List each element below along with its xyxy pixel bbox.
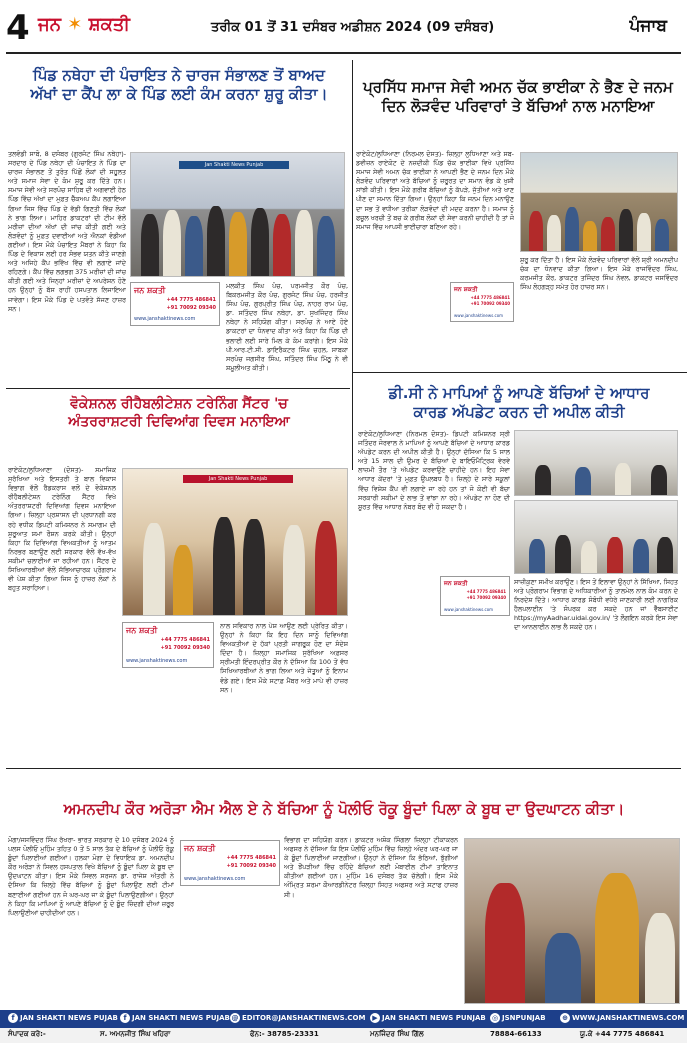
article4-headline-line1: ਡੀ.ਸੀ ਨੇ ਮਾਪਿਆਂ ਨੂੰ ਆਪਣੇ ਬੱਚਿਆਂ ਦੇ ਆਧਾਰ: [388, 384, 650, 402]
footer-phone-2: 78884-66133: [490, 1030, 542, 1038]
person-figure: [243, 519, 265, 615]
article3-body-left: ਰਾਏਕੋਟ/ਲੁਧਿਆਣਾ (ਦੋਸਤ)- ਸਮਾਜਿਕ ਸੁਰੱਖਿਆ ਅਤੇ ਇਸਤਰੀ ਤੇ ਬਾਲ ਵਿਕਾਸ ਵਿਭਾਗ ਵੱਲੋਂ ਰੈਡਕਰਾਸ ਵਲੋਂ ਦੇ ਵੋਕੇਸ਼ਨਲ ਰੀਹੈਬਲੀਟੇਸ਼ਨ ਟਰੇਨਿੰਗ ਸੈਂਟਰ ਵਿਖੇ ਅੰਤਰਰਾਸ਼ਟਰੀ ਦਿਵਿਆਂਗ ਦਿਵਸ ਮਨਾਇਆ ਗਿਆ। ਜ਼ਿਲ੍ਹਾ ਪ੍ਰਸ਼ਾਸਨ ਦੀ ਪ੍ਰਧਾਨਗੀ ਕਰ ਰਹੇ ਵਧੀਕ ਡਿਪਟੀ ਕਮਿਸ਼ਨਰ ਨੇ ਸਮਾਗਮ ਦੀ ਸ਼ੁਰੂਆਤ ਸ਼ਮਾਂ ਰੌਸ਼ਨ ਕਰਕੇ ਕੀਤੀ। ਉਨ੍ਹਾਂ ਕਿਹਾ ਕਿ ਦਿਵਿਆਂਗ ਵਿਅਕਤੀਆਂ ਨੂੰ ਆਤਮ ਨਿਰਭਰ ਬਣਾਉਣ ਲਈ ਸਰਕਾਰ ਵੱਲੋਂ ਵੱਖ-ਵੱਖ ਸਕੀਮਾਂ ਚਲਾਈਆਂ ਜਾ ਰਹੀਆਂ ਹਨ। ਸੈਂਟਰ ਦੇ ਸਿਖਿਆਰਥੀਆਂ ਵੱਲੋਂ ਸੱਭਿਆਚਾਰਕ ਪ੍ਰੋਗਰਾਮ ਵੀ ਪੇਸ਼ ਕੀਤਾ ਗਿਆ ਜਿਸ ਨੂੰ ਹਾਜ਼ਰ ਲੋਕਾਂ ਨੇ ਬਹੁਤ ਸਰਾਹਿਆ।: [8, 466, 116, 593]
person-figure: [317, 216, 335, 276]
facebook-icon: f: [120, 1013, 130, 1023]
article3-photo: [122, 468, 348, 616]
person-figure: [315, 521, 337, 615]
ad-website: www.janshaktinews.com: [134, 316, 196, 322]
person-figure: [581, 541, 597, 573]
article3-headline: [8, 396, 350, 431]
mail-icon: @: [231, 1014, 239, 1022]
logo-suffix: ਸ਼ਕਤੀ: [88, 14, 130, 35]
article2-ad: [450, 282, 514, 322]
footer-social-bar: [0, 1010, 687, 1028]
ad-logo: ਜਨ ਸ਼ਕਤੀ: [126, 626, 158, 635]
ad-phone-1: +44 7775 486841: [166, 297, 216, 303]
ad-logo: ਜਨ ਸ਼ਕਤੀ: [454, 286, 478, 293]
person-figure: [575, 467, 591, 495]
ad-website: www.janshaktinews.com: [454, 313, 504, 318]
newspaper-logo: [38, 14, 130, 35]
article4-headline-line2: ਕਾਰਡ ਅੱਪਡੇਟ ਕਰਨ ਦੀ ਅਪੀਲ ਕੀਤੀ: [413, 402, 625, 421]
article2-photo: [520, 152, 678, 252]
person-figure: [535, 465, 551, 495]
person-figure: [645, 913, 675, 1003]
footer-editor-label: ਸੰਪਾਦਕ ਕਰੇ:-: [8, 1030, 46, 1038]
ad-phone-1: +44 7775 486841: [466, 589, 506, 594]
person-figure: [601, 217, 615, 251]
person-figure: [607, 537, 623, 573]
footer-phone: ਫੋਨ:- 38785-23331: [250, 1030, 319, 1038]
masthead: [6, 6, 681, 54]
person-figure: [637, 213, 651, 251]
person-figure: [251, 208, 269, 276]
youtube-icon: ▶: [370, 1013, 380, 1023]
article4-body-left: ਰਾਏਕੋਟ/ਲੁਧਿਆਣਾ (ਨਿਰਮਲ ਦੋਸਤ)- ਡਿਪਟੀ ਕਮਿਸ਼ਨਰ ਸ੍ਰੀ ਜਤਿੰਦਰ ਜੋਰਵਾਲ ਨੇ ਮਾਪਿਆਂ ਨੂੰ ਆਪਣੇ ਬੱਚਿਆਂ ਦੇ ਆਧਾਰ ਕਾਰਡ ਅੱਪਡੇਟ ਕਰਨ ਦੀ ਅਪੀਲ ਕੀਤੀ ਹੈ। ਉਨ੍ਹਾਂ ਦੱਸਿਆ ਕਿ 5 ਸਾਲ ਅਤੇ 15 ਸਾਲ ਦੀ ਉਮਰ ਦੇ ਬੱਚਿਆਂ ਦੇ ਬਾਇਓਮੈਟ੍ਰਿਕ ਵੇਰਵੇ ਲਾਜ਼ਮੀ ਤੌਰ 'ਤੇ ਅੱਪਡੇਟ ਕਰਵਾਉਣੇ ਚਾਹੀਦੇ ਹਨ। ਇਹ ਸੇਵਾ ਆਧਾਰ ਕੇਂਦਰਾਂ 'ਤੇ ਮੁਫ਼ਤ ਉਪਲਬਧ ਹੈ। ਜ਼ਿਲ੍ਹੇ ਦੇ ਸਾਰੇ ਸਕੂਲਾਂ ਵਿੱਚ ਵਿਸ਼ੇਸ਼ ਕੈਂਪ ਵੀ ਲਗਾਏ ਜਾ ਰਹੇ ਹਨ ਤਾਂ ਜੋ ਕੋਈ ਵੀ ਬੱਚਾ ਸਰਕਾਰੀ ਸਕੀਮਾਂ ਦੇ ਲਾਭ ਤੋਂ ਵਾਂਝਾ ਨਾ ਰਹੇ। ਅੱਪਡੇਟ ਨਾ ਹੋਣ ਦੀ ਸੂਰਤ ਵਿੱਚ ਆਧਾਰ ਨੰਬਰ ਬੰਦ ਵੀ ਹੋ ਸਕਦਾ ਹੈ।: [358, 430, 510, 511]
person-figure: [143, 523, 165, 615]
ad-logo: ਜਨ ਸ਼ਕਤੀ: [184, 844, 216, 853]
article1-body-left: ਤਲਵੰਡੀ ਸਾਬੋ, 8 ਦਸੰਬਰ (ਗੁਰਜੰਟ ਸਿੰਘ ਨਥੇਹਾ)- ਸਰਦਾਰ ਦੇ ਪਿੰਡ ਨਥੇਹਾ ਦੀ ਪੰਚਾਇਤ ਨੇ ਪਿੰਡ ਦਾ ਚਾਰਜ ਸੰਭਾਲਣ ਤੋਂ ਤੁਰੰਤ ਪਿੱਛੋਂ ਲੋਕਾਂ ਦੀ ਸਹੂਲਤ ਅਤੇ ਸਮਾਜ ਸੇਵਾ ਦੇ ਕੰਮ ਸ਼ੁਰੂ ਕਰ ਦਿੱਤੇ ਹਨ। ਸਮਾਜ ਸੇਵੀ ਅਤੇ ਸਰਪੰਚ ਸਾਹਿਬ ਦੀ ਅਗਵਾਈ ਹੇਠ ਪਿੰਡ ਵਿੱਚ ਅੱਖਾਂ ਦਾ ਮੁਫ਼ਤ ਚੈੱਕਅਪ ਕੈਂਪ ਲਗਾਇਆ ਗਿਆ ਜਿਸ ਵਿੱਚ ਪਿੰਡ ਦੇ ਵੱਡੀ ਗਿਣਤੀ ਵਿੱਚ ਲੋਕਾਂ ਨੇ ਭਾਗ ਲਿਆ। ਮਾਹਿਰ ਡਾਕਟਰਾਂ ਦੀ ਟੀਮ ਵੱਲੋਂ ਮਰੀਜ਼ਾਂ ਦੀਆਂ ਅੱਖਾਂ ਦੀ ਜਾਂਚ ਕੀਤੀ ਗਈ ਅਤੇ ਲੋੜਵੰਦਾਂ ਨੂੰ ਮੁਫ਼ਤ ਦਵਾਈਆਂ ਅਤੇ ਐਨਕਾਂ ਵੰਡੀਆਂ ਗਈਆਂ। ਇਸ ਮੌਕੇ ਪੰਚਾਇਤ ਮੈਂਬਰਾਂ ਨੇ ਕਿਹਾ ਕਿ ਪਿੰਡ ਦੇ ਵਿਕਾਸ ਲਈ ਹਰ ਸੰਭਵ ਯਤਨ ਕੀਤੇ ਜਾਣਗੇ ਅਤੇ ਅਜਿਹੇ ਕੈਂਪ ਭਵਿੱਖ ਵਿੱਚ ਵੀ ਲਗਾਏ ਜਾਂਦੇ ਰਹਿਣਗੇ। ਕੈਂਪ ਵਿੱਚ ਲਗਭਗ 375 ਮਰੀਜ਼ਾਂ ਦੀ ਜਾਂਚ ਕੀਤੀ ਗਈ ਅਤੇ ਜਿਨ੍ਹਾਂ ਮਰੀਜ਼ਾਂ ਦੇ ਅਪਰੇਸ਼ਨ ਹੋਣੇ ਹਨ ਉਨ੍ਹਾਂ ਨੂੰ ਬੱਸ ਰਾਹੀਂ ਹਸਪਤਾਲ ਲਿਜਾਇਆ ਜਾਵੇਗਾ। ਇਸ ਮੌਕੇ ਪਿੰਡ ਦੇ ਪਤਵੰਤੇ ਸੱਜਣ ਹਾਜ਼ਰ ਸਨ।: [8, 150, 126, 313]
person-figure: [485, 883, 525, 1003]
article2-body-left: ਰਾਏਕੋਟ/ਲੁਧਿਆਣਾ (ਨਿਰਮਲ ਦੋਸਤ)- ਜ਼ਿਲ੍ਹਾ ਲੁਧਿਆਣਾ ਅਤੇ ਸਬ-ਡਵੀਜ਼ਨ ਰਾਏਕੋਟ ਦੇ ਨਜ਼ਦੀਕੀ ਪਿੰਡ ਚੱਕ ਭਾਈਕਾ ਵਿਖੇ ਪ੍ਰਸਿੱਧ ਸਮਾਜ ਸੇਵੀ ਅਮਨ ਚੱਕ ਭਾਈਕਾ ਨੇ ਆਪਣੀ ਭੈਣ ਦੇ ਜਨਮ ਦਿਨ ਮੌਕੇ ਲੋੜਵੰਦ ਪਰਿਵਾਰਾਂ ਅਤੇ ਬੱਚਿਆਂ ਨੂੰ ਜ਼ਰੂਰਤ ਦਾ ਸਮਾਨ ਵੰਡ ਕੇ ਖੁਸ਼ੀ ਸਾਂਝੀ ਕੀਤੀ। ਇਸ ਮੌਕੇ ਗਰੀਬ ਬੱਚਿਆਂ ਨੂੰ ਕੱਪੜੇ, ਜੁੱਤੀਆਂ ਅਤੇ ਖਾਣ ਪੀਣ ਦਾ ਸਮਾਨ ਦਿੱਤਾ ਗਿਆ। ਉਨ੍ਹਾਂ ਕਿਹਾ ਕਿ ਜਨਮ ਦਿਨ ਮਨਾਉਣ ਦਾ ਸਭ ਤੋਂ ਵਧੀਆ ਤਰੀਕਾ ਲੋੜਵੰਦਾਂ ਦੀ ਮਦਦ ਕਰਨਾ ਹੈ। ਸਮਾਜ ਨੂੰ ਫਜ਼ੂਲ ਖਰਚੀ ਤੋਂ ਬਚ ਕੇ ਗਰੀਬ ਲੋਕਾਂ ਦੀ ਸੇਵਾ ਕਰਨੀ ਚਾਹੀਦੀ ਹੈ ਤਾਂ ਜੋ ਸਮਾਜ ਵਿੱਚ ਆਪਸੀ ਭਾਈਚਾਰਾ ਬਣਿਆ ਰਹੇ।: [356, 150, 514, 231]
article5-body-mid: ਵਿਭਾਗ ਦਾ ਸਹਿਯੋਗ ਕਰਨ। ਡਾਕਟਰ ਅਸ਼ੋਕ ਸਿੰਗਲਾ ਜ਼ਿਲ੍ਹਾ ਟੀਕਾਕਰਨ ਅਫਸਰ ਨੇ ਦੱਸਿਆ ਕਿ ਇਸ ਪੋਲੀਓ ਮੁਹਿੰਮ ਵਿੱਚ ਜ਼ਿਲ੍ਹੇ ਅੰਦਰ ਘਰ-ਘਰ ਜਾ ਕੇ ਬੂੰਦਾਂ ਪਿਲਾਈਆਂ ਜਾਣਗੀਆਂ। ਉਨ੍ਹਾਂ ਨੇ ਦੱਸਿਆ ਕਿ ਭੱਠਿਆਂ, ਝੁੱਗੀਆਂ ਅਤੇ ਝੌਂਪੜੀਆਂ ਵਿੱਚ ਰਹਿੰਦੇ ਬੱਚਿਆਂ ਲਈ ਮੋਬਾਈਲ ਟੀਮਾਂ ਤਾਇਨਾਤ ਕੀਤੀਆਂ ਗਈਆਂ ਹਨ। ਮੁਹਿੰਮ 16 ਦਸੰਬਰ ਤੱਕ ਚੱਲੇਗੀ। ਇਸ ਮੌਕੇ ਅੰਮ੍ਰਿਤ ਸ਼ਰਮਾ ਕੌਆਰਡੀਨੇਟਰ ਜ਼ਿਲ੍ਹਾ ਸਿਹਤ ਅਫਸਰ ਅਤੇ ਸਟਾਫ ਹਾਜ਼ਰ ਸੀ।: [284, 836, 458, 899]
ad-phone-2: +91 70092 09340: [166, 305, 216, 311]
article3-headline-line2: ਅੰਤਰਰਾਸ਼ਟਰੀ ਦਿਵਿਆਂਗ ਦਿਵਸ ਮਨਾਇਆ: [68, 413, 290, 430]
dateline: ਤਰੀਕ 01 ਤੋਂ 31 ਦਸੰਬਰ ਅਡੀਸ਼ਨ 2024 (09 ਦਸੰਬਰ): [211, 20, 495, 35]
article2-headline-line2: ਦਿਨ ਲੋੜਵੰਦ ਪਰਿਵਾਰਾਂ ਤੇ ਬੱਚਿਆਂ ਨਾਲ ਮਨਾਇਆ: [381, 96, 655, 115]
person-figure: [583, 221, 597, 251]
person-figure: [295, 210, 313, 276]
article4-photo-top: [514, 430, 678, 496]
article4-headline: [358, 384, 680, 422]
article1-body-right: ਮਲਕੀਤ ਸਿੰਘ ਪੰਚ, ਪਰਮਜੀਤ ਕੌਰ ਪੰਚ, ਬਿਕਰਮਜੀਤ ਕੌਰ ਪੰਚ, ਗੁਰਜੰਟ ਸਿੰਘ ਪੰਚ, ਹਰਜੀਤ ਸਿੰਘ ਪੰਚ, ਗੁਰਪ੍ਰੀਤ ਸਿੰਘ ਪੰਚ, ਨਾਹਰ ਰਾਮ ਪੰਚ, ਡਾ. ਸਤਿੰਦਰ ਸਿੰਘ ਨਥੇਹਾ, ਡਾ. ਸੁਖਜਿੰਦਰ ਸਿੰਘ ਨਥੇਹਾ ਨੇ ਸਹਿਯੋਗ ਕੀਤਾ। ਸਰਪੰਚ ਨੇ ਆਏ ਹੋਏ ਡਾਕਟਰਾਂ ਦਾ ਧੰਨਵਾਦ ਕੀਤਾ ਅਤੇ ਕਿਹਾ ਕਿ ਪਿੰਡ ਦੀ ਭਲਾਈ ਲਈ ਸਾਰੇ ਮਿਲ ਕੇ ਕੰਮ ਕਰਾਂਗੇ। ਇਸ ਮੌਕੇ ਪੀ.ਆਰ.ਟੀ.ਸੀ. ਡਾਇਰੈਕਟਰ ਸਿੰਘ ਚਹਲ, ਸਾਬਕਾ ਸਰਪੰਚ ਜਗਸੀਰ ਸਿੰਘ, ਸਤਿੰਦਰ ਸਿੰਘ ਮਿੱਠੂ ਨੇ ਵੀ ਸ਼ਮੂਲੀਅਤ ਕੀਤੀ।: [226, 282, 348, 372]
footer-info: [0, 1028, 687, 1043]
person-figure: [273, 214, 291, 276]
ad-website: www.janshaktinews.com: [444, 607, 494, 612]
ad-phone-1: +44 7775 486841: [226, 855, 276, 861]
person-figure: [529, 539, 545, 573]
photo-banner: Jan Shakti News Punjab: [183, 475, 293, 483]
person-figure: [615, 463, 631, 495]
facebook-icon: f: [8, 1013, 18, 1023]
person-figure: [651, 465, 667, 495]
person-figure: [655, 219, 669, 251]
article4-ad: [440, 576, 510, 616]
article5-body-left: ਮੋਗਾ/ਜਸਵਿੰਦਰ ਸਿੰਘ ਰੱਖਰਾ- ਭਾਰਤ ਸਰਕਾਰ ਦੇ 10 ਦਸੰਬਰ 2024 ਨੂੰ ਪਲਸ ਪੋਲੀਓ ਮੁਹਿੰਮ ਤਹਿਤ 0 ਤੋਂ 5 ਸਾਲ ਤੱਕ ਦੇ ਬੱਚਿਆਂ ਨੂੰ ਪੋਲੀਓ ਰੋਕੂ ਬੂੰਦਾਂ ਪਿਲਾਈਆਂ ਗਈਆਂ। ਹਲਕਾ ਮੋਗਾ ਦੇ ਵਿਧਾਇਕ ਡਾ. ਅਮਨਦੀਪ ਕੌਰ ਅਰੋੜਾ ਨੇ ਸਿਵਲ ਹਸਪਤਾਲ ਵਿਖੇ ਬੱਚਿਆਂ ਨੂੰ ਬੂੰਦਾਂ ਪਿਲਾ ਕੇ ਬੂਥ ਦਾ ਉਦਘਾਟਨ ਕੀਤਾ। ਇਸ ਮੌਕੇ ਸਿਵਲ ਸਰਜਨ ਡਾ. ਰਾਜੇਸ਼ ਅੱਤਰੀ ਨੇ ਦੱਸਿਆ ਕਿ ਜ਼ਿਲ੍ਹੇ ਵਿੱਚ ਬੱਚਿਆਂ ਨੂੰ ਬੂੰਦਾਂ ਪਿਲਾਉਣ ਲਈ ਟੀਮਾਂ ਬਣਾਈਆਂ ਗਈਆਂ ਹਨ ਜੋ ਘਰ-ਘਰ ਜਾ ਕੇ ਬੂੰਦਾਂ ਪਿਲਾਉਣਗੀਆਂ। ਉਨ੍ਹਾਂ ਨੇ ਕਿਹਾ ਕਿ ਮਾਪਿਆਂ ਨੂੰ ਆਪਣੇ ਬੱਚਿਆਂ ਨੂੰ ਦੋ ਬੂੰਦ ਜ਼ਿੰਦਗੀ ਦੀਆਂ ਜ਼ਰੂਰ ਪਿਲਾਉਣੀਆਂ ਚਾਹੀਦੀਆਂ ਹਨ।: [8, 836, 174, 917]
footer-uk-phone: ਯੂ.ਕੇ +44 7775 486841: [580, 1030, 665, 1038]
ad-phone-2: +91 70092 09340: [226, 863, 276, 869]
footer-facebook-2[interactable]: f JAN SHAKTI NEWS PUJAB: [120, 1013, 230, 1023]
article2-body-right: ਸ਼ੁਰੂ ਕਰ ਦਿੱਤਾ ਹੈ। ਇਸ ਮੌਕੇ ਲੋੜਵੰਦ ਪਰਿਵਾਰਾਂ ਵੱਲੋਂ ਸ਼੍ਰੀ ਅਮਨਦੀਪ ਚੱਕ ਦਾ ਧੰਨਵਾਦ ਕੀਤਾ ਗਿਆ। ਇਸ ਮੌਕੇ ਰਾਜਵਿੰਦਰ ਸਿੰਘ, ਕਰਮਜੀਤ ਕੌਰ, ਡਾਕਟਰ ਤਜਿੰਦਰ ਸਿੰਘ ਨੇਵਲ, ਡਾਕਟਰ ਜਸਵਿੰਦਰ ਸਿੰਘ ਲੋਹਗੜ੍ਹ ਸਮੇਤ ਹੋਰ ਹਾਜ਼ਰ ਸਨ।: [520, 256, 678, 292]
person-figure: [565, 207, 579, 251]
ad-phone-1: +44 7775 486841: [470, 295, 510, 300]
article1-photo: [130, 152, 345, 277]
footer-youtube[interactable]: ▶ JAN SHAKTI NEWS PUNJAB: [370, 1013, 486, 1023]
page-number: 4: [6, 8, 30, 48]
person-figure: [619, 209, 633, 251]
footer-manager: ਮਨਜਿੰਦਰ ਸਿੰਘ ਗਿੱਲ: [370, 1030, 424, 1038]
article3-ad: [122, 622, 214, 668]
article4-photo-bottom: [514, 500, 678, 574]
person-figure: [657, 537, 673, 573]
footer-instagram[interactable]: ◎ JSNPUNJAB: [491, 1014, 546, 1022]
article4-body-right: ਸਾਜ਼ੀਕੁਣਾ ਸਮੀਖ ਕਰਾਉਣ। ਇਸ ਤੋਂ ਇਲਾਵਾ ਉਨ੍ਹਾਂ ਨੇ ਸਿੱਖਿਆ, ਸਿਹਤ ਅਤੇ ਪ੍ਰੋਗਰਾਮ ਵਿਭਾਗ ਦੇ ਅਧਿਕਾਰੀਆਂ ਨੂੰ ਤਾਲਮੇਲ ਨਾਲ ਕੰਮ ਕਰਨ ਦੇ ਨਿਰਦੇਸ਼ ਦਿੱਤੇ। ਆਧਾਰ ਕਾਰਡ ਸੰਬੰਧੀ ਵਧੇਰੇ ਜਾਣਕਾਰੀ ਲਈ ਨਾਗਰਿਕ ਹੈਲਪਲਾਈਨ 'ਤੇ ਸੰਪਰਕ ਕਰ ਸਕਦੇ ਹਨ ਜਾਂ ਵੈੱਬਸਾਈਟ https://myAadhar.uidai.gov.in/ 'ਤੇ ਲੌਗਇਨ ਕਰਕੇ ਇਸ ਸੇਵਾ ਦਾ ਆਨਲਾਈਨ ਲਾਭ ਲੈ ਸਕਦੇ ਹਨ।: [514, 578, 678, 632]
footer-facebook[interactable]: f JAN SHAKTI NEWS PUJAB: [8, 1013, 118, 1023]
article3-body-right: ਨਾਲ ਸਵਿਕਾਰ ਨਾਲ ਪੇਸ਼ ਆਉਣ ਲਈ ਪ੍ਰੇਰਿਤ ਕੀਤਾ। ਉਨ੍ਹਾਂ ਨੇ ਕਿਹਾ ਕਿ ਇਹ ਦਿਨ ਸਾਨੂੰ ਦਿਵਿਆਂਗ ਵਿਅਕਤੀਆਂ ਦੇ ਹੱਕਾਂ ਪ੍ਰਤੀ ਜਾਗਰੂਕ ਹੋਣ ਦਾ ਸੰਦੇਸ਼ ਦਿੰਦਾ ਹੈ। ਜ਼ਿਲ੍ਹਾ ਸਮਾਜਿਕ ਸੁਰੱਖਿਆ ਅਫ਼ਸਰ ਸ੍ਰੀਮਤੀ ਇੰਦਰਪ੍ਰੀਤ ਕੌਰ ਨੇ ਦੱਸਿਆ ਕਿ 100 ਤੋਂ ਵੱਧ ਸਿਖਿਆਰਥੀਆਂ ਨੇ ਭਾਗ ਲਿਆ ਅਤੇ ਜੇਤੂਆਂ ਨੂੰ ਇਨਾਮ ਵੰਡੇ ਗਏ। ਇਸ ਮੌਕੇ ਸਟਾਫ਼ ਮੈਂਬਰ ਅਤੇ ਮਾਪੇ ਵੀ ਹਾਜ਼ਰ ਸਨ।: [220, 622, 348, 694]
article1-headline-line1: ਪਿੰਡ ਨਥੇਹਾ ਦੀ ਪੰਚਾਇਤ ਨੇ ਚਾਰਜ ਸੰਭਾਲਣ ਤੋਂ ਬਾਅਦ: [33, 66, 325, 84]
section-divider: [6, 768, 681, 769]
person-figure: [173, 545, 193, 615]
article1-ad: [130, 282, 220, 326]
article5-headline: ਅਮਨਦੀਪ ਕੌਰ ਅਰੋੜਾ ਐਮ ਐਲ ਏ ਨੇ ਬੱਚਿਆ ਨੂੰ ਪੋਲੀਓ ਰੋਕੂ ਬੂੰਦਾਂ ਪਿਲਾ ਕੇ ਬੂਥ ਦਾ ਉਦਘਾਟਨ ਕੀਤਾ।: [63, 800, 625, 818]
logo-star-icon: ✶: [67, 14, 83, 35]
person-figure: [529, 211, 543, 251]
person-figure: [633, 539, 649, 573]
photo-banner: Jan Shakti News Punjab: [179, 161, 289, 169]
logo-prefix: ਜਨ: [38, 14, 62, 35]
article2-headline: [355, 78, 681, 116]
ad-website: www.janshaktinews.com: [184, 876, 246, 882]
person-figure: [207, 206, 225, 276]
person-figure: [141, 214, 159, 276]
ad-phone-2: +91 70092 09340: [160, 645, 210, 651]
ad-phone-2: +91 70092 09340: [466, 595, 506, 600]
section-divider: [353, 372, 687, 373]
article5-ad: [180, 840, 280, 886]
section-name: ਪੰਜਾਬ: [629, 16, 667, 36]
footer-website[interactable]: ⊕ WWW.JANSHAKTINEWS.COM: [560, 1013, 684, 1023]
ad-phone-1: +44 7775 486841: [160, 637, 210, 643]
person-figure: [213, 517, 235, 615]
person-figure: [229, 212, 247, 276]
ad-logo: ਜਨ ਸ਼ਕਤੀ: [134, 286, 166, 295]
globe-icon: ⊕: [560, 1013, 570, 1023]
article2-headline-line1: ਪ੍ਰਸਿੱਧ ਸਮਾਜ ਸੇਵੀ ਅਮਨ ਚੱਕ ਭਾਈਕਾ ਨੇ ਭੈਣ ਦੇ ਜਨਮ: [363, 78, 673, 96]
person-figure: [283, 525, 305, 615]
person-figure: [555, 535, 571, 573]
person-figure: [545, 933, 581, 1003]
article1-headline-line2: ਅੱਖਾਂ ਦਾ ਕੈਂਪ ਲਾ ਕੇ ਪਿੰਡ ਲਈ ਕੰਮ ਕਰਨਾ ਸ਼ੁਰੂ ਕੀਤਾ।: [30, 84, 328, 103]
person-figure: [185, 216, 203, 276]
ad-website: www.janshaktinews.com: [126, 658, 188, 664]
article3-headline-line1: ਵੋਕੇਸ਼ਨਲ ਰੀਹੈਬਲੀਟੇਸ਼ਨ ਟਰੇਨਿੰਗ ਸੈਂਟਰ 'ਚ: [70, 396, 288, 412]
ad-phone-2: +91 70092 09340: [470, 301, 510, 306]
person-figure: [163, 210, 181, 276]
article5-photo: [464, 838, 680, 1004]
person-figure: [595, 873, 639, 1003]
article1-headline: [8, 66, 350, 104]
instagram-icon: ◎: [491, 1014, 499, 1022]
footer-editor-name: ਸ. ਅਮਨਜੀਤ ਸਿੰਘ ਖਹਿਰਾ: [100, 1030, 171, 1038]
person-figure: [547, 215, 561, 251]
ad-logo: ਜਨ ਸ਼ਕਤੀ: [444, 580, 468, 587]
section-divider: [6, 388, 350, 389]
column-divider: [352, 60, 353, 470]
footer-email[interactable]: @ EDITOR@JANSHAKTINEWS.COM: [231, 1014, 366, 1022]
